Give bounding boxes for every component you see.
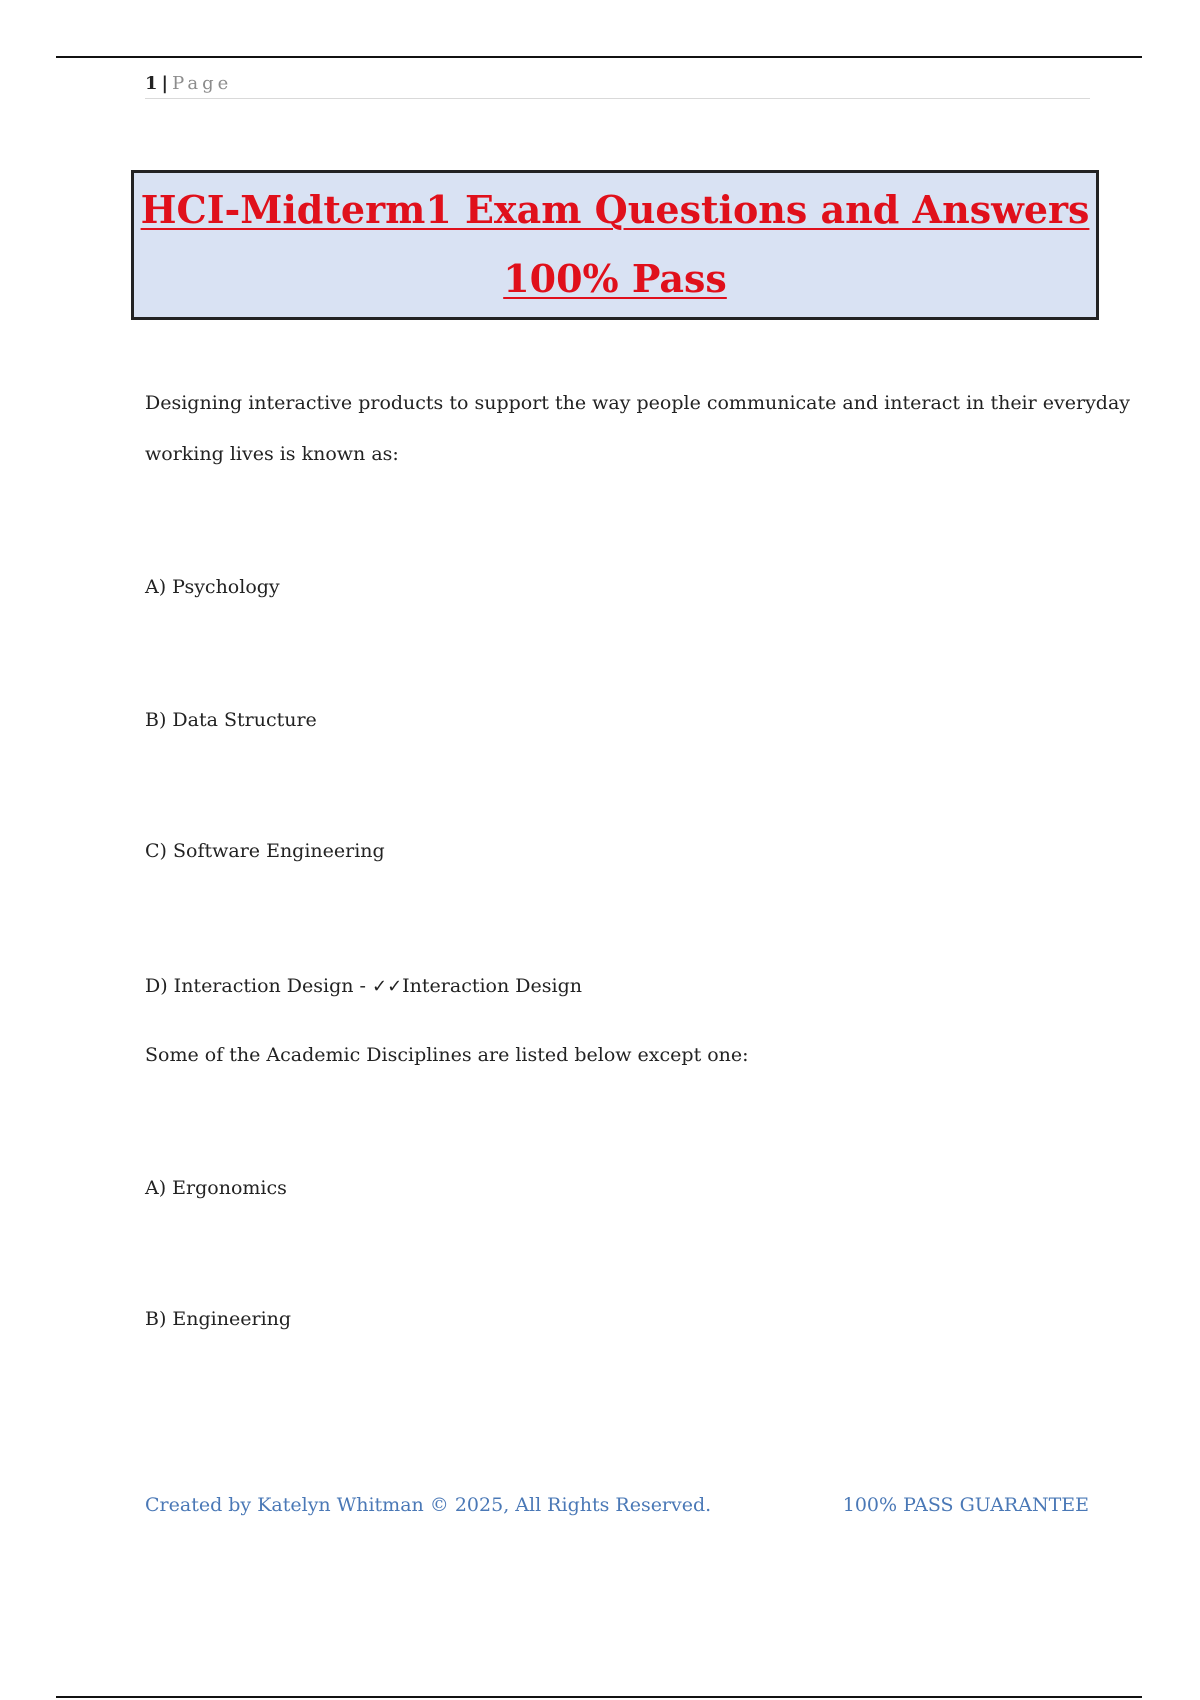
question-1-option-d-answer: [145, 973, 582, 1000]
page-separator: |: [161, 73, 169, 94]
answer-text: Interaction Design: [402, 975, 582, 997]
question-1-option-c: C) Software Engineering: [145, 840, 385, 862]
page-header: [145, 72, 1090, 99]
question-2-option-a: A) Ergonomics: [145, 1177, 287, 1199]
question-1-option-a: A) Psychology: [145, 576, 280, 598]
page-number: 1: [145, 73, 158, 94]
footer-guarantee: 100% PASS GUARANTEE: [842, 1494, 1089, 1516]
question-2-option-b: B) Engineering: [145, 1308, 292, 1330]
question-1-option-b: B) Data Structure: [145, 709, 317, 731]
question-1-prompt-line-2: working lives is known as:: [145, 443, 399, 465]
title-banner: [131, 170, 1099, 320]
top-rule: [56, 56, 1142, 58]
question-2-prompt: Some of the Academic Disciplines are listed below except one:: [145, 1044, 749, 1066]
checkmark-icon: ✓✓: [372, 976, 403, 997]
question-1-prompt-line-1: Designing interactive products to support the way people communicate and interact in their everyday: [145, 392, 1131, 414]
footer-copyright: Created by Katelyn Whitman © 2025, All Rights Reserved.: [145, 1494, 712, 1516]
answer-option-label: D) Interaction Design -: [145, 975, 366, 997]
document-title: HCI-Midterm1 Exam Questions and Answers: [140, 187, 1090, 232]
bottom-rule: [56, 1696, 1142, 1698]
page-label: Page: [172, 73, 233, 94]
document-subtitle: 100% Pass: [503, 256, 727, 301]
